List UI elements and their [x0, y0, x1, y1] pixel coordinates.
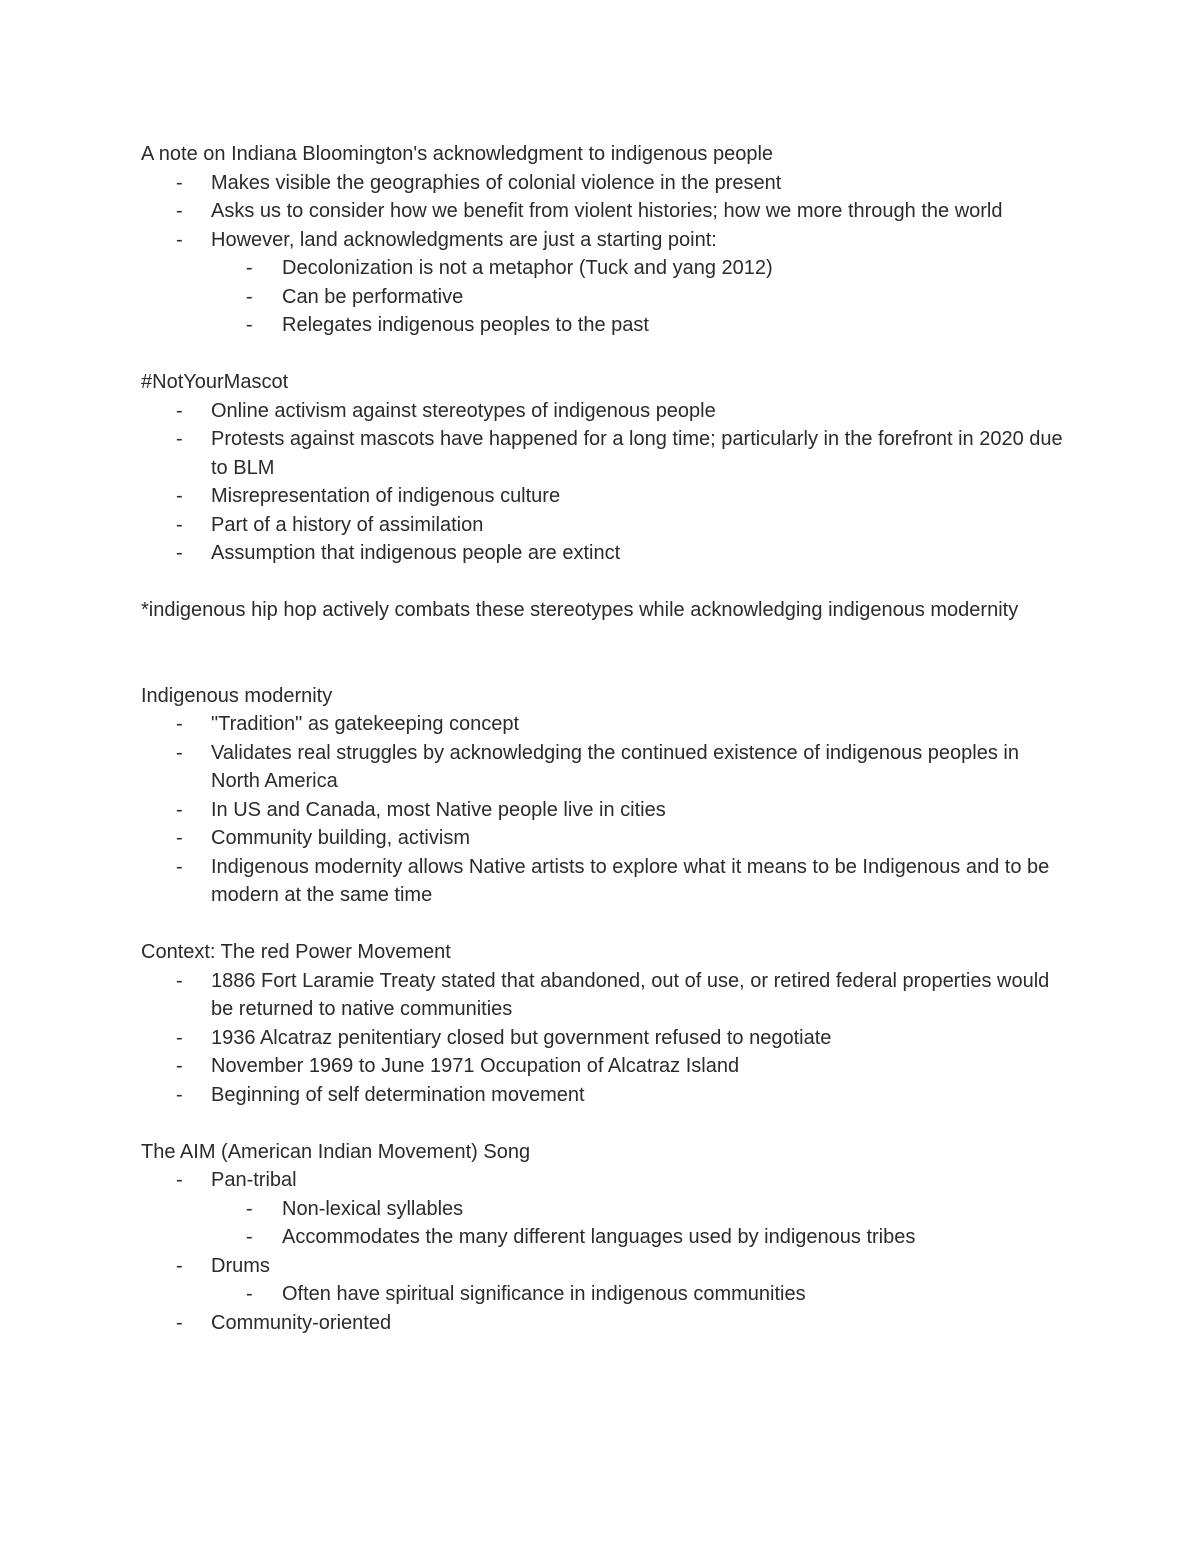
list-item: - "Tradition" as gatekeeping concept — [141, 710, 1071, 739]
list-item: - 1936 Alcatraz penitentiary closed but government refused to negotiate — [141, 1024, 1071, 1053]
sub-list-item: - Relegates indigenous peoples to the past — [141, 311, 1071, 340]
list-item: - Community building, activism — [141, 824, 1071, 853]
list-item: - Indigenous modernity allows Native artists to explore what it means to be Indigenous and to be modern at the same time — [141, 853, 1071, 910]
section-aim-song — [141, 1138, 1071, 1338]
section-indigenous-modernity — [141, 682, 1071, 910]
list-item: - 1886 Fort Laramie Treaty stated that abandoned, out of use, or retired federal properties would be returned to native communities — [141, 967, 1071, 1024]
list-item: - Validates real struggles by acknowledging the continued existence of indigenous peoples in North America — [141, 739, 1071, 796]
list-item: - In US and Canada, most Native people live in cities — [141, 796, 1071, 825]
list-item: - Makes visible the geographies of colonial violence in the present — [141, 169, 1071, 198]
bullet-list — [141, 1166, 1071, 1337]
list-item: - Pan-tribal — [141, 1166, 1071, 1195]
bullet-list — [141, 397, 1071, 568]
section-not-your-mascot — [141, 368, 1071, 568]
section-heading: Indigenous modernity — [141, 684, 333, 707]
section-land-acknowledgment — [141, 140, 1071, 340]
bullet-list — [141, 169, 1071, 340]
section-heading: A note on Indiana Bloomington's acknowledgment to indigenous people — [141, 143, 774, 165]
list-item: - Beginning of self determination movement — [141, 1081, 1071, 1110]
list-item: - Online activism against stereotypes of indigenous people — [141, 397, 1071, 426]
sub-list-item: - Can be performative — [141, 283, 1071, 312]
list-item: - November 1969 to June 1971 Occupation of Alcatraz Island — [141, 1052, 1071, 1081]
list-item: - Asks us to consider how we benefit from violent histories; how we more through the world — [141, 197, 1071, 226]
list-item: - Drums — [141, 1252, 1071, 1281]
list-item: - Community-oriented — [141, 1309, 1071, 1338]
list-item: - Misrepresentation of indigenous culture — [141, 482, 1071, 511]
list-item: - Part of a history of assimilation — [141, 511, 1071, 540]
sub-list-item: - Non-lexical syllables — [141, 1195, 1071, 1224]
document-page — [141, 140, 1071, 1337]
sub-list-item: - Decolonization is not a metaphor (Tuck and yang 2012) — [141, 254, 1071, 283]
sub-list-item: - Accommodates the many different languages used by indigenous tribes — [141, 1223, 1071, 1252]
section-heading: Context: The red Power Movement — [141, 941, 451, 963]
bullet-list — [141, 967, 1071, 1110]
section-red-power-movement — [141, 938, 1071, 1109]
list-item: - However, land acknowledgments are just a starting point: — [141, 226, 1071, 255]
hip-hop-note: *indigenous hip hop actively combats these stereotypes while acknowledging indigenous modernity — [141, 599, 1019, 621]
section-heading: #NotYourMascot — [141, 371, 289, 393]
sub-list-item: - Often have spiritual significance in indigenous communities — [141, 1280, 1071, 1309]
list-item: - Protests against mascots have happened for a long time; particularly in the forefront in 2020 due to BLM — [141, 425, 1071, 482]
bullet-list — [141, 710, 1071, 910]
list-item: - Assumption that indigenous people are extinct — [141, 539, 1071, 568]
section-heading: The AIM (American Indian Movement) Song — [141, 1140, 531, 1163]
